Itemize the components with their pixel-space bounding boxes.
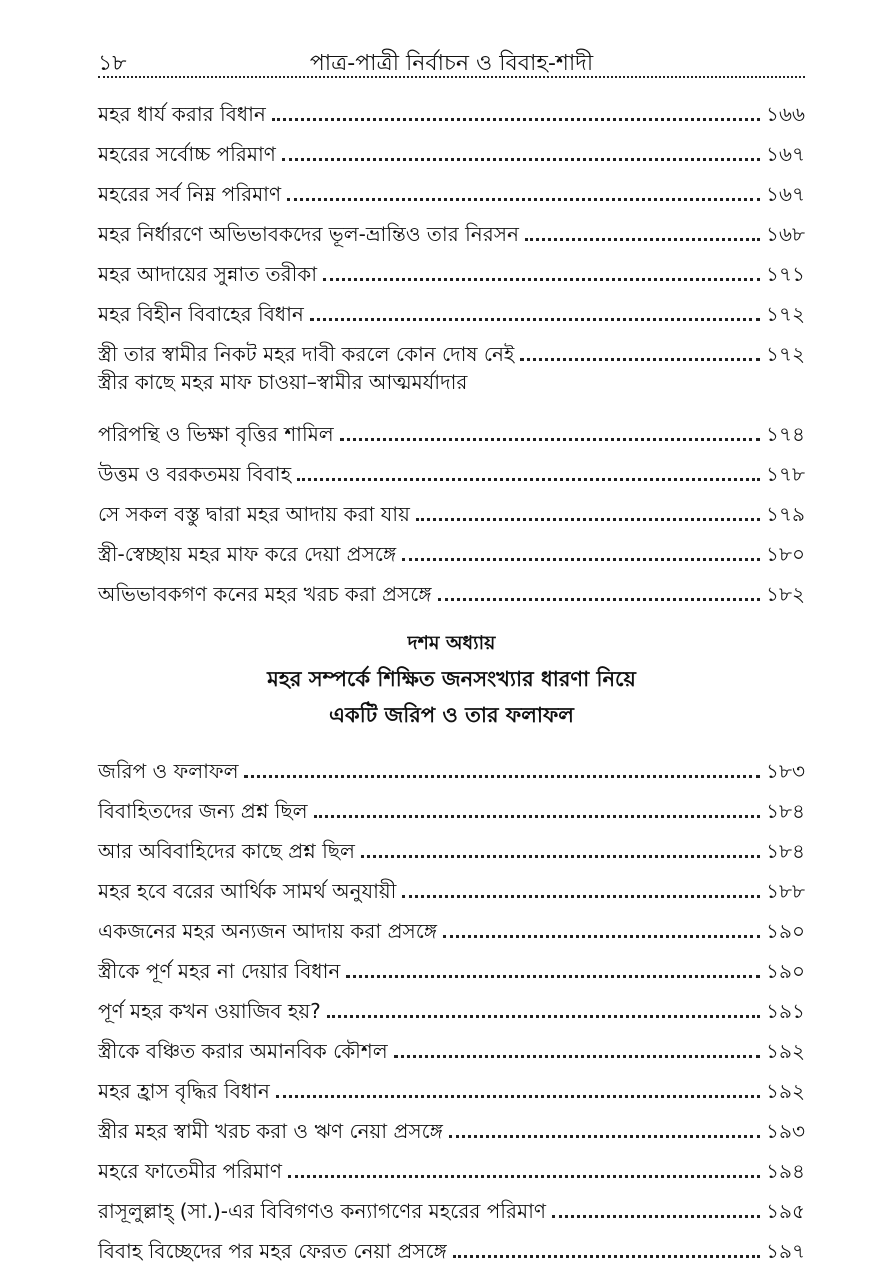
book-title: পাত্র-পাত্রী নির্বাচন ও বিবাহ-শাদী — [309, 51, 594, 76]
toc-entry — [98, 1025, 805, 1065]
chapter-heading-block — [98, 625, 805, 733]
toc-dot-leader — [438, 598, 761, 601]
toc-entry-page: ১৭১ — [766, 262, 805, 286]
toc-entry — [98, 248, 805, 288]
toc-entry — [98, 368, 805, 408]
toc-entry-page: ১৯০ — [766, 919, 805, 943]
toc-entry — [98, 865, 805, 905]
toc-entry — [98, 128, 805, 168]
toc-entry — [98, 825, 805, 865]
toc-dot-leader — [346, 975, 760, 978]
toc-entry — [98, 785, 805, 825]
toc-dot-leader — [416, 518, 760, 521]
toc-entry — [98, 985, 805, 1025]
toc-entry — [98, 168, 805, 208]
toc-entry — [98, 528, 805, 568]
toc-dot-leader — [282, 158, 760, 161]
chapter-title-line-1: মহর সম্পর্কে শিক্ষিত জনসংখ্যার ধারণা নিয়ে — [267, 667, 636, 691]
toc-entry — [98, 88, 805, 128]
toc-entry — [98, 408, 805, 448]
toc-dot-leader — [402, 895, 760, 898]
toc-entry-page: ১৬৬ — [766, 102, 805, 126]
toc-entry-page: ১৯৭ — [766, 1239, 805, 1263]
toc-entry-title: রাসূলুল্লাহ্ (সা.)-এর বিবিগণও কন্যাগণের মহরের পরিমাণ — [98, 1199, 546, 1223]
toc-entry-page: ১৯৩ — [766, 1119, 805, 1143]
toc-entry — [98, 1185, 805, 1225]
toc-entry-page: ১৯০ — [766, 959, 805, 983]
toc-dot-leader — [520, 358, 760, 361]
toc-entry-title: মহর নির্ধারণে অভিভাবকদের ভূল-ভ্রান্তিও তার নিরসন — [98, 222, 519, 246]
toc-dot-leader — [443, 935, 760, 938]
toc-entry-title: পূর্ণ মহর কখন ওয়াজিব হয়? — [98, 999, 321, 1023]
toc-dot-leader — [327, 1015, 760, 1018]
toc-entry-title: বিবাহিতদের জন্য প্রশ্ন ছিল — [98, 799, 308, 823]
toc-entry-title: অভিভাবকগণ কনের মহর খরচ করা প্রসঙ্গে — [98, 582, 432, 606]
toc-entry-title: মহরে ফাতেমীর পরিমাণ — [98, 1159, 282, 1183]
toc-entry — [98, 568, 805, 608]
toc-entry-title: স্ত্রীকে পূর্ণ মহর না দেয়ার বিধান — [98, 959, 341, 983]
toc-entry-title: জরিপ ও ফলাফল — [98, 759, 239, 783]
toc-entry-title: আর অবিবাহিদের কাছে প্রশ্ন ছিল — [98, 839, 355, 863]
toc-entry — [98, 1105, 805, 1145]
toc-entry-title: মহর বিহীন বিবাহের বিধান — [98, 302, 304, 326]
toc-entry-title: স্ত্রী-স্বেচ্ছায় মহর মাফ করে দেয়া প্রসঙ্গে — [98, 542, 397, 566]
toc-dot-leader — [310, 318, 760, 321]
toc-entry-page: ১৬৭ — [766, 182, 805, 206]
toc-dot-leader — [287, 198, 760, 201]
toc-entry-title: মহর হ্রাস বৃদ্ধির বিধান — [98, 1079, 270, 1103]
toc-entry-page: ১৭৪ — [766, 422, 805, 446]
toc-entry-page: ১৭৮ — [766, 462, 805, 486]
toc-dot-leader — [297, 478, 760, 481]
toc-dot-leader — [314, 815, 761, 818]
toc-entry-page: ১৮৪ — [766, 799, 805, 823]
toc-entry-page: ১৬৮ — [766, 222, 805, 246]
toc-dot-leader — [525, 238, 760, 241]
toc-entry-title: মহরের সর্ব নিম্ন পরিমাণ — [98, 182, 282, 206]
toc-section-2 — [98, 745, 805, 1265]
toc-entry-title: মহর হবে বরের আর্থিক সামর্থ অনুযায়ী — [98, 879, 397, 903]
toc-entry-page: ১৭৯ — [766, 502, 805, 526]
chapter-number: দশম অধ্যায় — [407, 632, 496, 654]
toc-dot-leader — [323, 278, 760, 281]
toc-dot-leader — [244, 775, 760, 778]
toc-entry — [98, 448, 805, 488]
toc-entry — [98, 745, 805, 785]
toc-entry — [98, 945, 805, 985]
toc-entry — [98, 1065, 805, 1105]
toc-entry-page: ১৮৩ — [766, 759, 805, 783]
toc-entry-title: স্ত্রী তার স্বামীর নিকট মহর দাবী করলে কোন দোষ নেই — [98, 342, 515, 366]
toc-entry-title: স্ত্রীকে বঞ্চিত করার অমানবিক কৌশল — [98, 1039, 388, 1063]
toc-dot-leader — [272, 118, 760, 121]
toc-dot-leader — [340, 438, 760, 441]
toc-entry-page: ১৮২ — [766, 582, 805, 606]
toc-section-1 — [98, 88, 805, 608]
toc-entry — [98, 328, 805, 368]
toc-entry-title: সে সকল বস্তু দ্বারা মহর আদায় করা যায় — [98, 502, 410, 526]
toc-entry-title: উত্তম ও বরকতময় বিবাহ — [98, 462, 292, 486]
toc-entry-page: ১৭২ — [766, 342, 805, 366]
toc-entry-page: ১৬৭ — [766, 142, 805, 166]
toc-entry-title: স্ত্রীর মহর স্বামী খরচ করা ও ঋণ নেয়া প্রসঙ্গে — [98, 1119, 443, 1143]
toc-dot-leader — [361, 855, 760, 858]
toc-entry-page: ১৭২ — [766, 302, 805, 326]
page-header — [98, 42, 805, 78]
toc-entry-page: ১৯২ — [766, 1039, 805, 1063]
toc-entry — [98, 288, 805, 328]
toc-entry-page: ১৮০ — [766, 542, 805, 566]
toc-entry-title: মহর ধার্য করার বিধান — [98, 102, 266, 126]
toc-entry — [98, 1225, 805, 1265]
toc-dot-leader — [288, 1175, 760, 1178]
toc-dot-leader — [394, 1055, 760, 1058]
toc-entry-page: ১৯২ — [766, 1079, 805, 1103]
toc-dot-leader — [453, 1255, 760, 1258]
toc-entry-title: একজনের মহর অন্যজন আদায় করা প্রসঙ্গে — [98, 919, 438, 943]
toc-entry-title: মহর আদায়ের সুন্নাত তরীকা — [98, 262, 318, 286]
toc-entry-title: স্ত্রীর কাছে মহর মাফ চাওয়া–স্বামীর আত্মমর্যাদার — [98, 370, 468, 394]
toc-entry — [98, 1145, 805, 1185]
toc-entry-page: ১৮৮ — [766, 879, 805, 903]
toc-dot-leader — [449, 1135, 760, 1138]
toc-entry-page: ১৮৪ — [766, 839, 805, 863]
toc-entry-title: বিবাহ বিচ্ছেদের পর মহর ফেরত নেয়া প্রসঙ্গে — [98, 1239, 447, 1263]
toc-entry-title: পরিপন্থি ও ভিক্ষা বৃত্তির শামিল — [98, 422, 334, 446]
toc-dot-leader — [402, 558, 760, 561]
toc-entry — [98, 488, 805, 528]
toc-entry-title: মহরের সর্বোচ্চ পরিমাণ — [98, 142, 276, 166]
toc-dot-leader — [276, 1095, 760, 1098]
toc-entry — [98, 905, 805, 945]
chapter-title-line-2: একটি জরিপ ও তার ফলাফল — [329, 703, 574, 727]
toc-dot-leader — [552, 1215, 760, 1218]
page-number: ১৮ — [98, 51, 127, 76]
toc-entry-page: ১৯৫ — [766, 1199, 805, 1223]
toc-entry-page: ১৯৪ — [766, 1159, 805, 1183]
toc-entry — [98, 208, 805, 248]
toc-entry-page: ১৯১ — [766, 999, 805, 1023]
